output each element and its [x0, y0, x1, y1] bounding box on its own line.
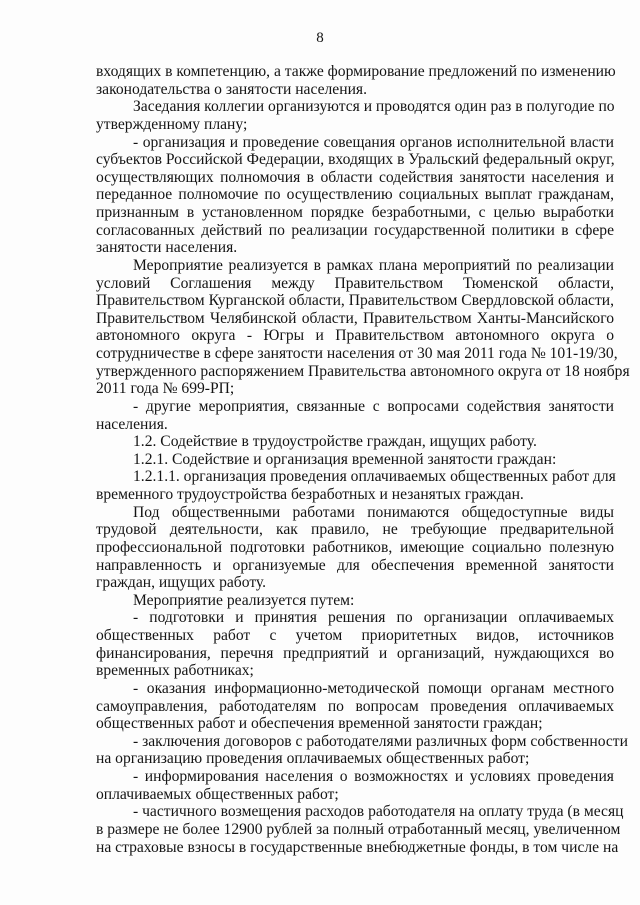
text-line: направленность и организуемые для обеспечения временной занятости: [96, 556, 614, 574]
text-line: Мероприятие реализуется в рамках плана мероприятий по реализации: [133, 256, 614, 274]
text-line: Заседания коллегии организуются и проводятся один раз в полугодие по: [133, 98, 615, 116]
text-line: оплачиваемых общественных работ;: [96, 785, 339, 803]
text-line: осуществляющих полномочия в области содействия занятости населения и: [96, 168, 614, 186]
text-line: временного трудоустройства безработных и незанятых граждан.: [96, 486, 524, 503]
text-line: утвержденного распоряжением Правительства автономного округа от 18 ноября: [96, 362, 630, 380]
text-line: автономного округа - Югры и Правительством автономного округа о: [96, 327, 614, 345]
text-line: 1.2. Содействие в трудоустройстве граждан, ищущих работу.: [133, 433, 537, 451]
text-line: утвержденному плану;: [96, 115, 248, 133]
text-line: Правительством Челябинской области, Правительством Ханты-Мансийского: [96, 309, 614, 327]
text-line: 1.2.1. Содействие и организация временной занятости граждан:: [133, 450, 557, 468]
text-line: - организация и проведение совещания органов исполнительной власти: [133, 133, 614, 151]
text-line: общественных работ с учетом приоритетных видов, источников: [96, 627, 614, 644]
text-line: финансирования, перечня предприятий и организаций, нуждающихся во: [96, 644, 614, 662]
page-number: 8: [316, 30, 324, 46]
text-line: 2011 года № 699-РП;: [96, 380, 235, 398]
text-line: - другие мероприятия, связанные с вопросами содействия занятости: [133, 397, 614, 415]
text-line: профессиональной подготовки работников, имеющие социально полезную: [96, 538, 614, 556]
text-line: - частичного возмещения расходов работодателя на оплату труда (в месяц: [133, 803, 624, 821]
text-line: субъектов Российской Федерации, входящих в Уральский федеральный округ,: [96, 151, 615, 169]
text-line: признанным в установленном порядке безработными, с целью выработки: [96, 204, 614, 221]
text-line: условий Соглашения между Правительством Тюменской области,: [96, 274, 614, 292]
text-line: Под общественными работами понимаются общедоступные виды: [133, 503, 614, 521]
text-line: переданное полномочие по осуществлению социальных выплат гражданам,: [96, 186, 614, 204]
text-line: законодательства о занятости населения.: [96, 80, 367, 98]
text-line: - оказания информационно-методической помощи органам местного: [133, 679, 614, 697]
body-text: [96, 63, 630, 856]
text-line: самоуправления, работодателям по вопросам проведения оплачиваемых: [96, 697, 614, 715]
text-line: согласованных действий по реализации государственной политики в сфере: [96, 221, 614, 239]
text-line: на организацию проведения оплачиваемых общественных работ;: [96, 750, 530, 768]
text-line: - подготовки и принятия решения по организации оплачиваемых: [133, 609, 614, 627]
text-line: Мероприятие реализуется путем:: [133, 591, 355, 609]
text-line: - заключения договоров с работодателями различных форм собственности: [133, 732, 628, 750]
text-line: в размере не более 12900 рублей за полный отработанный месяц, увеличенном: [96, 820, 621, 838]
text-line: сотрудничестве в сфере занятости населения от 30 мая 2011 года № 101-19/30,: [96, 345, 618, 362]
text-line: - информирования населения о возможностях и условиях проведения: [133, 768, 614, 785]
text-line: занятости населения.: [96, 239, 238, 257]
text-line: 1.2.1.1. организация проведения оплачиваемых общественных работ для: [133, 468, 616, 486]
text-line: на страховые взносы в государственные внебюджетные фонды, в том числе на: [96, 838, 619, 856]
text-line: временных работниках;: [96, 662, 254, 680]
text-line: граждан, ищущих работу.: [96, 574, 267, 592]
text-line: населения.: [96, 415, 168, 433]
text-line: входящих в компетенцию, а также формирование предложений по изменению: [96, 63, 616, 80]
text-line: общественных работ и обеспечения временной занятости граждан;: [96, 715, 543, 733]
text-line: трудовой деятельности, как правило, не требующие предварительной: [96, 521, 614, 539]
text-line: Правительством Курганской области, Правительством Свердловской области,: [96, 292, 615, 310]
